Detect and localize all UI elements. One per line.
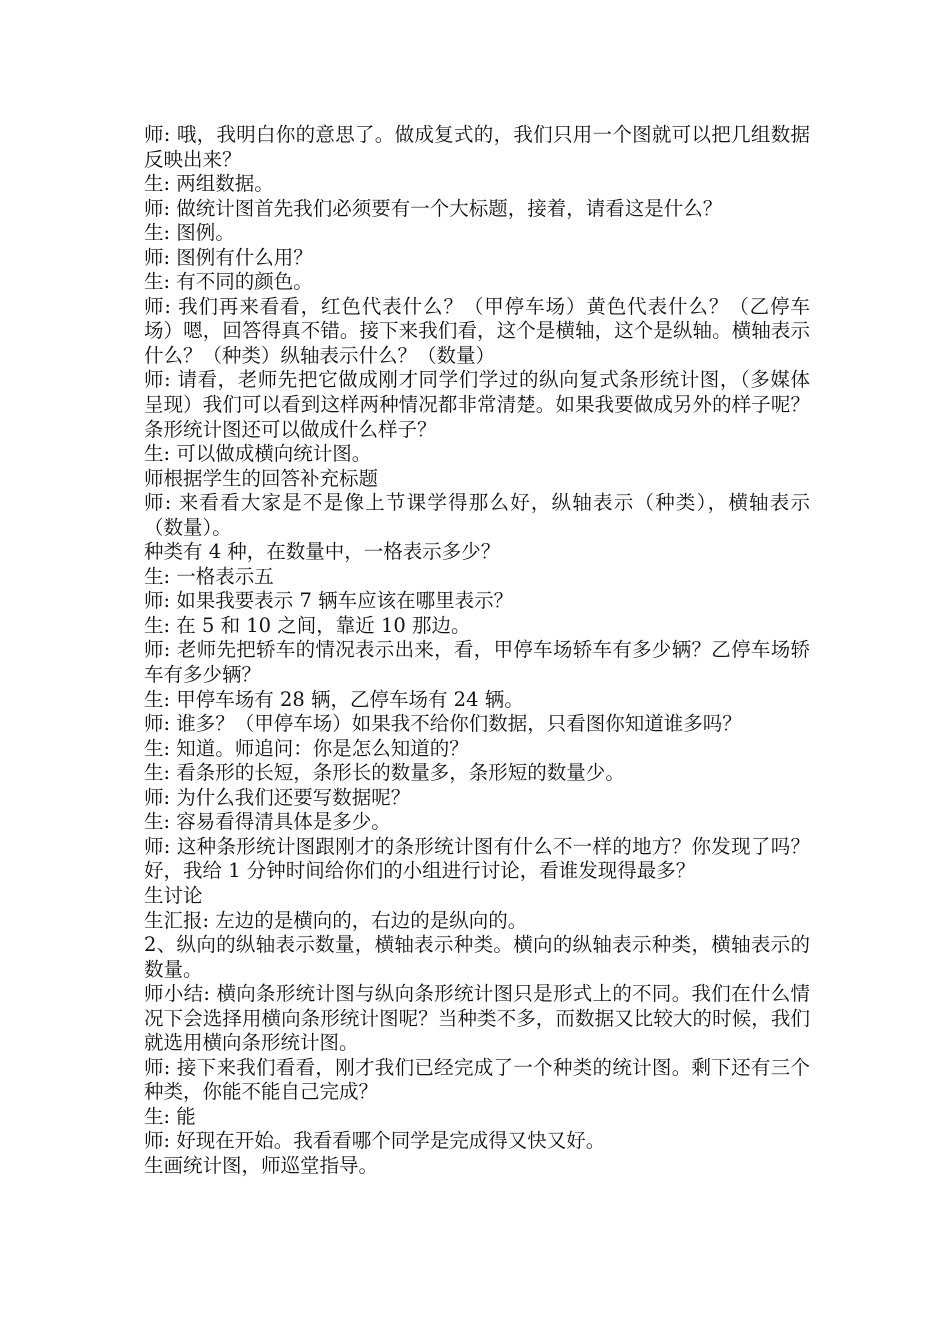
paragraph-6: 生: 有不同的颜色。	[144, 270, 313, 294]
paragraph-2: 生: 两组数据。	[144, 172, 274, 196]
paragraph-19: 生: 知道。师追问：你是怎么知道的？	[144, 736, 469, 760]
paragraph-3: 师: 做统计图首先我们必须要有一个大标题，接着，请看这是什么？	[144, 196, 723, 220]
document-page	[144, 123, 810, 1179]
paragraph-27: 师小结: 横向条形统计图与纵向条形统计图只是形式上的不同。我们在什么情况下会选择用横向条形统计图呢？当种类不多，而数据又比较大的时候，我们就选用横向条形统计图。	[144, 982, 810, 1055]
paragraph-20: 生: 看条形的长短，条形长的数量多，条形短的数量少。	[144, 761, 625, 785]
paragraph-30: 师: 好现在开始。我看看哪个同学是完成得又快又好。	[144, 1129, 606, 1153]
paragraph-7: 师: 我们再来看看，红色代表什么？（甲停车场）黄色代表什么？（乙停车场）嗯，回答得真不错。接下来我们看，这个是横轴，这个是纵轴。横轴表示什么？（种类）纵轴表示什么？（数量）	[144, 294, 810, 367]
paragraph-9: 生: 可以做成横向统计图。	[144, 442, 372, 466]
paragraph-24: 生讨论	[144, 883, 203, 907]
paragraph-14: 师: 如果我要表示 7 辆车应该在哪里表示？	[144, 589, 514, 613]
paragraph-22: 生: 容易看得清具体是多少。	[144, 810, 391, 834]
paragraph-26: 2、纵向的纵轴表示数量，横轴表示种类。横向的纵轴表示种类，横轴表示的数量。	[144, 933, 810, 981]
paragraph-4: 生: 图例。	[144, 221, 235, 245]
paragraph-12: 种类有 4 种，在数量中，一格表示多少？	[144, 540, 501, 564]
paragraph-11: 师: 来看看大家是不是像上节课学得那么好，纵轴表示（种类），横轴表示（数量）。	[144, 491, 810, 539]
paragraph-18: 师: 谁多？（甲停车场）如果我不给你们数据，只看图你知道谁多吗？	[144, 712, 742, 736]
paragraph-29: 生: 能	[144, 1104, 196, 1128]
paragraph-5: 师: 图例有什么用？	[144, 245, 313, 269]
paragraph-13: 生: 一格表示五	[144, 564, 274, 588]
paragraph-15: 生: 在 5 和 10 之间，靠近 10 那边。	[144, 613, 471, 637]
paragraph-28: 师: 接下来我们看看，刚才我们已经完成了一个种类的统计图。剩下还有三个种类，你能不能自己完成？	[144, 1055, 810, 1104]
paragraph-1: 师: 哦，我明白你的意思了。做成复式的，我们只用一个图就可以把几组数据反映出来？	[144, 123, 810, 171]
paragraph-25: 生汇报: 左边的是横向的，右边的是纵向的。	[144, 908, 528, 932]
paragraph-16: 师: 老师先把轿车的情况表示出来，看，甲停车场轿车有多少辆？乙停车场轿车有多少辆？	[144, 638, 810, 687]
paragraph-21: 师: 为什么我们还要写数据呢？	[144, 785, 411, 809]
paragraph-10: 师根据学生的回答补充标题	[144, 466, 379, 490]
paragraph-31: 生画统计图，师巡堂指导。	[144, 1153, 379, 1177]
paragraph-17: 生: 甲停车场有 28 辆，乙停车场有 24 辆。	[144, 687, 524, 711]
paragraph-23: 师: 这种条形统计图跟刚才的条形统计图有什么不一样的地方？你发现了吗？好，我给 1 分钟时间给你们的小组进行讨论，看谁发现得最多？	[144, 834, 810, 883]
paragraph-8: 师: 请看，老师先把它做成刚才同学们学过的纵向复式条形统计图，（多媒体呈现）我们可以看到这样两种情况都非常清楚。如果我要做成另外的样子呢？条形统计图还可以做成什么样子？	[144, 368, 810, 441]
